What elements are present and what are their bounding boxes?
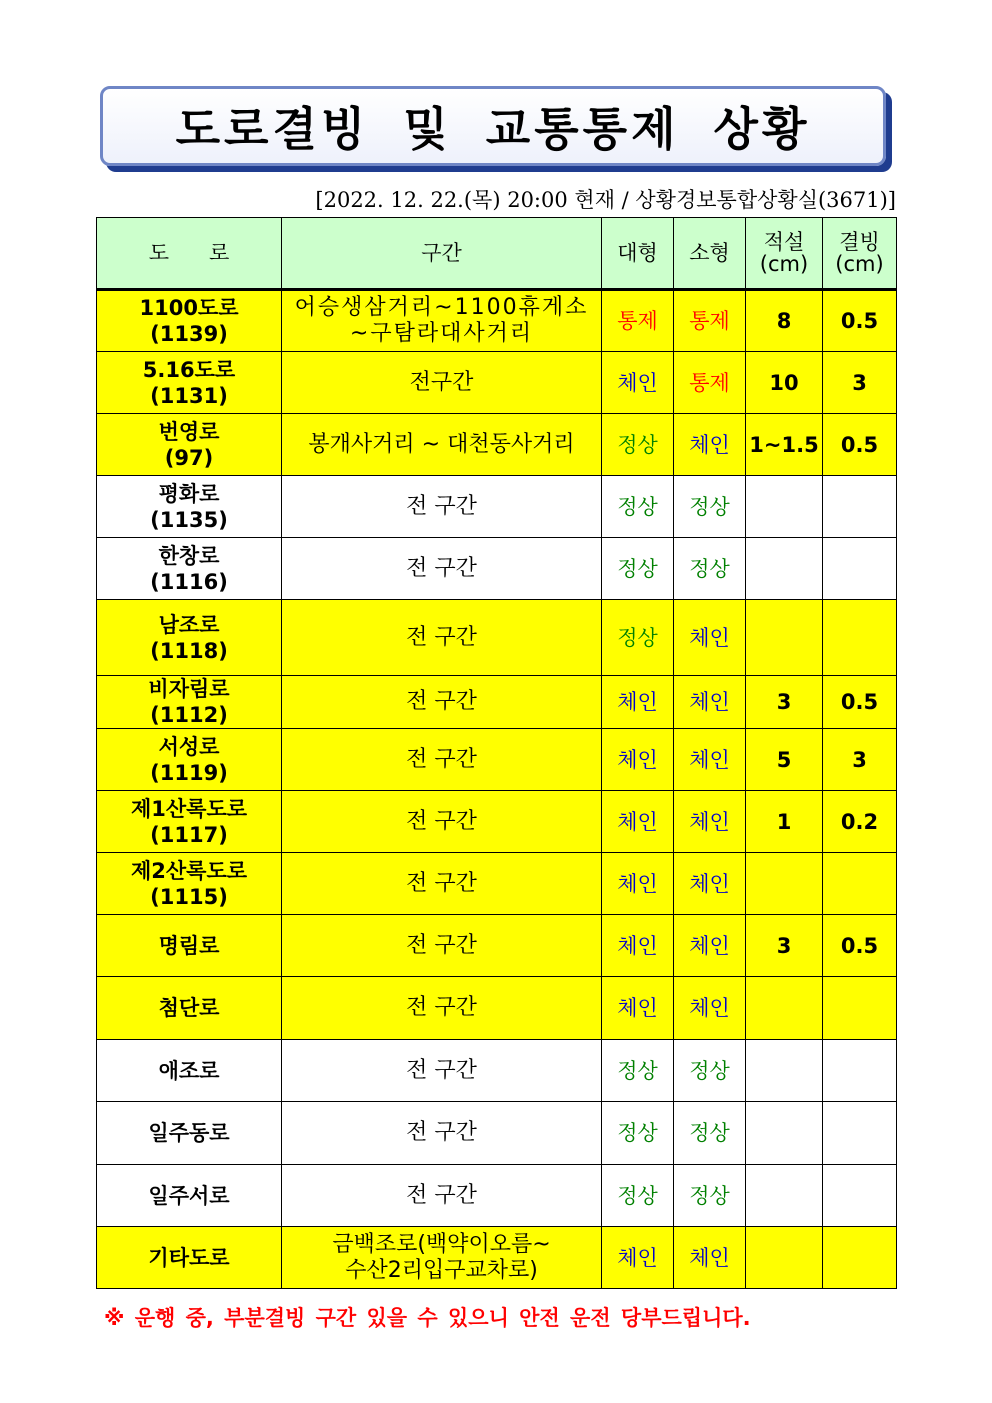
small-vehicle-status: 정상 — [674, 1102, 746, 1165]
ice-depth: 0.5 — [823, 915, 897, 977]
small-vehicle-status: 체인 — [674, 915, 746, 977]
table-row — [97, 1165, 897, 1227]
large-vehicle-status: 체인 — [602, 853, 674, 915]
table-row — [97, 791, 897, 853]
table-row — [97, 977, 897, 1040]
table-row — [97, 600, 897, 676]
large-vehicle-status: 정상 — [602, 476, 674, 538]
snow-depth — [746, 1227, 823, 1289]
road-section: 어승생삼거리~1100휴게소 ~구탐라대사거리 — [282, 290, 602, 352]
ice-depth: 3 — [823, 352, 897, 414]
table-header-row — [97, 218, 897, 290]
road-name: 제1산록도로 (1117) — [97, 791, 282, 853]
small-vehicle-status: 체인 — [674, 600, 746, 676]
header-small-vehicle: 소형 — [674, 218, 746, 290]
header-snow-depth: 적설 (cm) — [746, 218, 823, 290]
road-section: 전 구간 — [282, 977, 602, 1040]
table-row — [97, 1227, 897, 1289]
large-vehicle-status: 체인 — [602, 729, 674, 791]
header-large-vehicle: 대형 — [602, 218, 674, 290]
ice-depth — [823, 977, 897, 1040]
small-vehicle-status: 체인 — [674, 853, 746, 915]
title-box — [100, 86, 886, 166]
small-vehicle-status: 통제 — [674, 290, 746, 352]
road-section: 전 구간 — [282, 915, 602, 977]
ice-depth — [823, 853, 897, 915]
road-section: 전 구간 — [282, 476, 602, 538]
ice-depth — [823, 476, 897, 538]
report-timestamp: [2022. 12. 22.(목) 20:00 현재 / 상황경보통합상황실(3671)] — [315, 188, 896, 212]
ice-depth: 0.5 — [823, 676, 897, 729]
road-section: 전 구간 — [282, 1102, 602, 1165]
ice-depth: 0.5 — [823, 290, 897, 352]
table-row — [97, 729, 897, 791]
ice-depth — [823, 538, 897, 600]
small-vehicle-status: 정상 — [674, 476, 746, 538]
snow-depth — [746, 1102, 823, 1165]
road-section: 전 구간 — [282, 600, 602, 676]
road-name: 제2산록도로 (1115) — [97, 853, 282, 915]
ice-depth — [823, 600, 897, 676]
table-row — [97, 476, 897, 538]
road-section: 전 구간 — [282, 791, 602, 853]
ice-depth — [823, 1227, 897, 1289]
snow-depth — [746, 538, 823, 600]
small-vehicle-status: 통제 — [674, 352, 746, 414]
table-row — [97, 414, 897, 476]
road-name: 5.16도로 (1131) — [97, 352, 282, 414]
road-name: 첨단로 — [97, 977, 282, 1040]
road-section: 전 구간 — [282, 538, 602, 600]
road-section: 전구간 — [282, 352, 602, 414]
ice-depth: 0.5 — [823, 414, 897, 476]
ice-depth — [823, 1165, 897, 1227]
large-vehicle-status: 정상 — [602, 1165, 674, 1227]
ice-depth — [823, 1040, 897, 1102]
small-vehicle-status: 체인 — [674, 729, 746, 791]
snow-depth — [746, 476, 823, 538]
large-vehicle-status: 정상 — [602, 1040, 674, 1102]
large-vehicle-status: 통제 — [602, 290, 674, 352]
road-section: 전 구간 — [282, 1165, 602, 1227]
large-vehicle-status: 체인 — [602, 915, 674, 977]
road-name: 애조로 — [97, 1040, 282, 1102]
snow-depth — [746, 977, 823, 1040]
small-vehicle-status: 정상 — [674, 1040, 746, 1102]
small-vehicle-status: 정상 — [674, 1165, 746, 1227]
large-vehicle-status: 정상 — [602, 1102, 674, 1165]
large-vehicle-status: 체인 — [602, 977, 674, 1040]
snow-depth — [746, 1040, 823, 1102]
snow-depth: 1~1.5 — [746, 414, 823, 476]
snow-depth: 1 — [746, 791, 823, 853]
large-vehicle-status: 체인 — [602, 352, 674, 414]
ice-depth: 0.2 — [823, 791, 897, 853]
road-name: 서성로 (1119) — [97, 729, 282, 791]
ice-depth: 3 — [823, 729, 897, 791]
road-status-table — [96, 217, 897, 1289]
large-vehicle-status: 체인 — [602, 676, 674, 729]
road-name: 평화로 (1135) — [97, 476, 282, 538]
road-section: 봉개사거리 ~ 대천동사거리 — [282, 414, 602, 476]
snow-depth: 3 — [746, 676, 823, 729]
table-row — [97, 1040, 897, 1102]
small-vehicle-status: 체인 — [674, 1227, 746, 1289]
table-row — [97, 915, 897, 977]
road-section: 금백조로(백약이오름~ 수산2리입구교차로) — [282, 1227, 602, 1289]
snow-depth: 3 — [746, 915, 823, 977]
small-vehicle-status: 체인 — [674, 791, 746, 853]
road-section: 전 구간 — [282, 1040, 602, 1102]
small-vehicle-status: 체인 — [674, 414, 746, 476]
road-name: 한창로 (1116) — [97, 538, 282, 600]
snow-depth — [746, 1165, 823, 1227]
small-vehicle-status: 정상 — [674, 538, 746, 600]
table-row — [97, 676, 897, 729]
large-vehicle-status: 정상 — [602, 414, 674, 476]
large-vehicle-status: 정상 — [602, 600, 674, 676]
snow-depth — [746, 600, 823, 676]
small-vehicle-status: 체인 — [674, 676, 746, 729]
table-row — [97, 290, 897, 352]
snow-depth: 5 — [746, 729, 823, 791]
header-section: 구간 — [282, 218, 602, 290]
large-vehicle-status: 체인 — [602, 791, 674, 853]
road-name: 명림로 — [97, 915, 282, 977]
road-section: 전 구간 — [282, 729, 602, 791]
road-name: 일주동로 — [97, 1102, 282, 1165]
snow-depth: 10 — [746, 352, 823, 414]
table-row — [97, 853, 897, 915]
large-vehicle-status: 정상 — [602, 538, 674, 600]
road-section: 전 구간 — [282, 853, 602, 915]
table-row — [97, 1102, 897, 1165]
road-name: 기타도로 — [97, 1227, 282, 1289]
road-name: 번영로 (97) — [97, 414, 282, 476]
snow-depth: 8 — [746, 290, 823, 352]
small-vehicle-status: 체인 — [674, 977, 746, 1040]
road-name: 남조로 (1118) — [97, 600, 282, 676]
snow-depth — [746, 853, 823, 915]
road-name: 일주서로 — [97, 1165, 282, 1227]
header-ice-depth: 결빙 (cm) — [823, 218, 897, 290]
safety-notice: ※ 운행 중, 부분결빙 구간 있을 수 있으니 안전 운전 당부드립니다. — [104, 1306, 751, 1330]
road-section: 전 구간 — [282, 676, 602, 729]
header-road: 도 로 — [97, 218, 282, 290]
table-row — [97, 538, 897, 600]
table-row — [97, 352, 897, 414]
large-vehicle-status: 체인 — [602, 1227, 674, 1289]
page-title: 도로결빙 및 교통통제 상황 — [175, 102, 811, 156]
road-name: 비자림로 (1112) — [97, 676, 282, 729]
ice-depth — [823, 1102, 897, 1165]
road-name: 1100도로 (1139) — [97, 290, 282, 352]
